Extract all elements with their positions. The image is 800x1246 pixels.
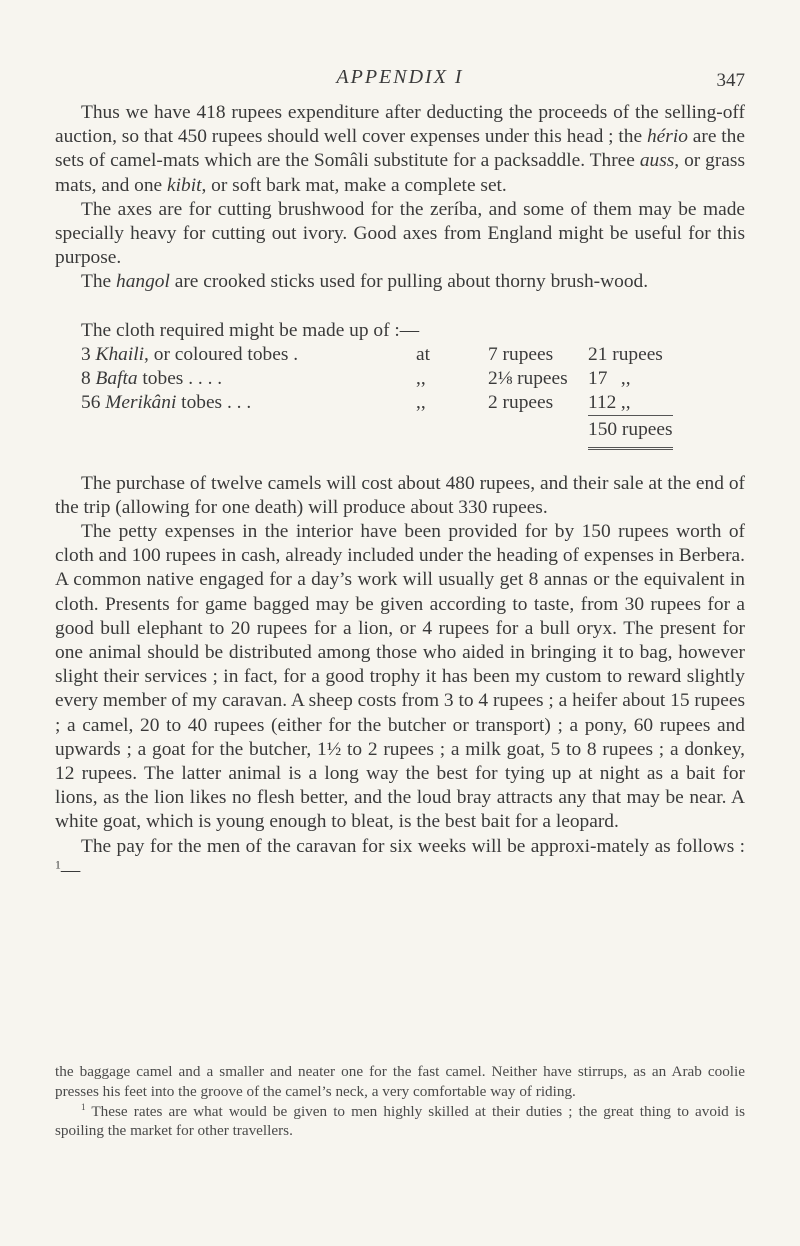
cloth-total: 112 ,, — [588, 392, 631, 414]
cloth-rate: 2 rupees — [488, 392, 554, 414]
table-row: 8 Bafta tobes . . . . ,, 2⅛ rupees 17 ,, — [81, 367, 718, 391]
footnote-continued: the baggage camel and a smaller and neater one for the fast camel. Neither have stirrups, as an Arab coolie presses his feet into the groove of the camel’s neck, a very comfortable way of riding. — [55, 1063, 745, 1100]
cloth-total: 21 rupees — [588, 343, 663, 365]
term-hangol: hangol — [116, 271, 170, 293]
paragraph-petty-expenses: The petty expenses in the interior have been provided for by 150 rupees worth of cloth and 100 rupees in cash, already included under the heading of expenses in Berbera. A common native engaged for a day’s work will usually get 8 annas or the equivalent in cloth. Presents for game bagged may be given according to taste, from 30 rupees for a good bull elephant to 20 rupees for a lion, or 4 rupees for a bull oryx. The present for one animal should be distributed among those who aided in bringing it to bag, however slight their services ; in fact, for a good trophy it has been my custom to reward slightly every member of my caravan. A sheep costs from 3 to 4 rupees ; a heifer about 15 rupees ; a camel, 20 to 40 rupees (either for the butcher or transport) ; a pony, 60 rupees and upwards ; a goat for the butcher, 1½ to 2 rupees ; a milk goat, 5 to 8 rupees ; a donkey, 12 rupees. The latter animal is a long way the best for tying up at night as a bait for lions, as the lion likes no flesh better, and the loud bray attracts any that may be near. A white goat, which is young enough to bleat, is the best bait for a leopard. — [55, 521, 745, 833]
paragraph-hangol: The hangol are crooked sticks used for pulling about thorny brush-wood. — [81, 271, 649, 293]
page-number: 347 — [716, 70, 745, 91]
table-row: 3 Khaili, or coloured tobes . at 7 rupees 21 rupees — [81, 343, 718, 367]
footnotes — [55, 1062, 745, 1141]
footnote-marker: 1 — [55, 858, 61, 872]
body-text — [55, 101, 745, 883]
term-auss: auss — [639, 150, 675, 172]
cloth-name: Bafta — [95, 368, 138, 390]
running-head — [55, 66, 745, 96]
cloth-at: ,, — [416, 368, 426, 390]
cloth-rate: 7 rupees — [488, 343, 554, 365]
cloth-at: ,, — [416, 392, 426, 414]
table-total-row — [81, 415, 718, 449]
cloth-table — [81, 343, 718, 450]
cloth-total: 17 ,, — [588, 368, 631, 390]
cloth-name: Khaili — [95, 343, 145, 365]
paragraph-expenditure: Thus we have 418 rupees expenditure after deducting the proceeds of the selling-off auction, so that 450 rupees should well cover expenses under this head ; the hério are the sets of camel-mats which are the Somâli substitute for a packsaddle. Three auss, or grass mats, and one kibit, or soft bark mat, make a complete set. — [55, 102, 745, 196]
footnote-1: $^1$ These rates are what would be given to men highly skilled at their duties ; the great thing to avoid is spoiling the market for other travellers. — [55, 1101, 745, 1140]
cloth-sum: 150 rupees — [588, 415, 673, 449]
paragraph-axes: The axes are for cutting brushwood for the zeríba, and some of them may be made specially heavy for cutting out ivory. Good axes from England might be useful for this purpose. — [55, 198, 745, 269]
cloth-name: Merikâni — [105, 392, 177, 414]
running-title: APPENDIX I — [336, 66, 464, 88]
cloth-rate: 2⅛ rupees — [488, 368, 568, 390]
footnote-marker: 1 — [81, 1101, 86, 1112]
paragraph-caravan-pay: The pay for the men of the caravan for six weeks will be approxi-mately as follows : $^1$— — [55, 835, 745, 881]
term-herio: hério — [646, 126, 688, 148]
cloth-at: at — [416, 343, 430, 365]
term-kibit: kibit — [167, 174, 202, 196]
paragraph-camels: The purchase of twelve camels will cost about 480 rupees, and their sale at the end of the trip (allowing for one death) will produce about 330 rupees. — [55, 472, 745, 518]
cloth-intro: The cloth required might be made up of :— — [81, 319, 420, 341]
table-row: 56 Merikâni tobes . . . ,, 2 rupees 112 ,, — [81, 391, 718, 415]
